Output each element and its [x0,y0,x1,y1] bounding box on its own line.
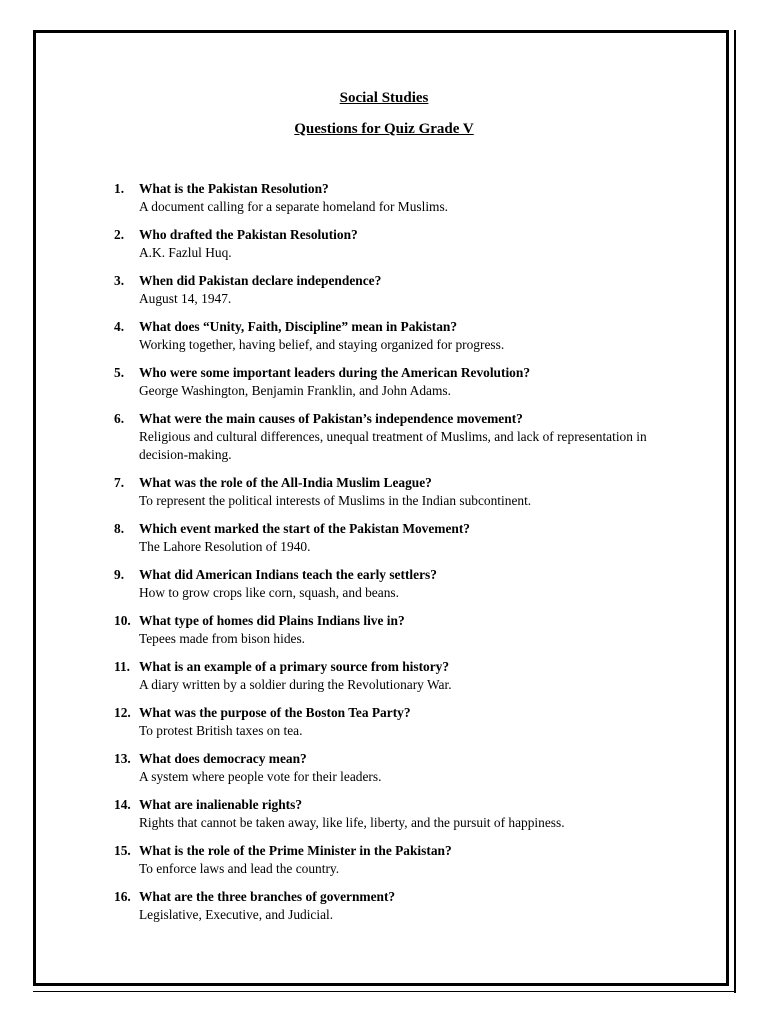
quiz-item [114,474,674,510]
question-text: What are inalienable rights? [139,797,303,812]
answer-text: To protest British taxes on tea. [139,723,303,738]
answer-text: How to grow crops like corn, squash, and beans. [139,585,399,600]
question-number: 14. [114,797,131,812]
answer-text: A diary written by a soldier during the Revolutionary War. [139,677,452,692]
quiz-item [114,410,674,464]
answer-text: To enforce laws and lead the country. [139,861,340,876]
quiz-question-list [114,180,674,934]
quiz-item [114,520,674,556]
quiz-item [114,364,674,400]
answer-text: Tepees made from bison hides. [139,631,306,646]
quiz-item [114,842,674,878]
question-number: 7. [114,475,125,490]
quiz-item [114,318,674,354]
answer-text: Legislative, Executive, and Judicial. [139,907,334,922]
quiz-item [114,180,674,216]
question-number: 11. [114,659,130,674]
quiz-item [114,566,674,602]
quiz-item [114,888,674,924]
question-text: What is an example of a primary source from history? [139,659,450,674]
answer-text: Religious and cultural differences, unequal treatment of Muslims, and lack of representation in decision-making. [139,429,647,462]
document-subtitle: Questions for Quiz Grade V [294,121,474,137]
question-text: What is the role of the Prime Minister in the Pakistan? [139,843,452,858]
question-number: 6. [114,411,125,426]
question-text: Who drafted the Pakistan Resolution? [139,227,358,242]
page-border-bottom-line [33,991,736,992]
answer-text: The Lahore Resolution of 1940. [139,539,311,554]
page-border-right-shadow [734,30,736,993]
question-text: What are the three branches of government? [139,889,396,904]
question-number: 3. [114,273,125,288]
question-text: Which event marked the start of the Pakistan Movement? [139,521,470,536]
question-text: What type of homes did Plains Indians live in? [139,613,405,628]
answer-text: A system where people vote for their leaders. [139,769,382,784]
question-number: 5. [114,365,125,380]
question-number: 15. [114,843,131,858]
question-number: 10. [114,613,131,628]
answer-text: George Washington, Benjamin Franklin, and John Adams. [139,383,451,398]
quiz-item [114,272,674,308]
quiz-item [114,796,674,832]
answer-text: To represent the political interests of Muslims in the Indian subcontinent. [139,493,532,508]
answer-text: Working together, having belief, and staying organized for progress. [139,337,505,352]
question-text: What was the purpose of the Boston Tea Party? [139,705,411,720]
question-text: What does “Unity, Faith, Discipline” mean in Pakistan? [139,319,458,334]
question-number: 12. [114,705,131,720]
question-text: What were the main causes of Pakistan’s independence movement? [139,411,523,426]
question-text: What is the Pakistan Resolution? [139,181,329,196]
answer-text: August 14, 1947. [139,291,232,306]
answer-text: Rights that cannot be taken away, like life, liberty, and the pursuit of happiness. [139,815,565,830]
quiz-item [114,226,674,262]
question-text: When did Pakistan declare independence? [139,273,382,288]
quiz-item [114,612,674,648]
question-text: What did American Indians teach the early settlers? [139,567,437,582]
answer-text: A document calling for a separate homeland for Muslims. [139,199,449,214]
question-number: 1. [114,181,125,196]
question-text: What does democracy mean? [139,751,307,766]
question-number: 9. [114,567,125,582]
question-number: 2. [114,227,125,242]
quiz-item [114,704,674,740]
question-number: 8. [114,521,125,536]
question-text: What was the role of the All-India Muslim League? [139,475,432,490]
question-number: 16. [114,889,131,904]
question-number: 13. [114,751,131,766]
question-text: Who were some important leaders during the American Revolution? [139,365,531,380]
answer-text: A.K. Fazlul Huq. [139,245,232,260]
question-number: 4. [114,319,125,334]
quiz-item [114,658,674,694]
quiz-item [114,750,674,786]
document-title: Social Studies [339,90,429,106]
